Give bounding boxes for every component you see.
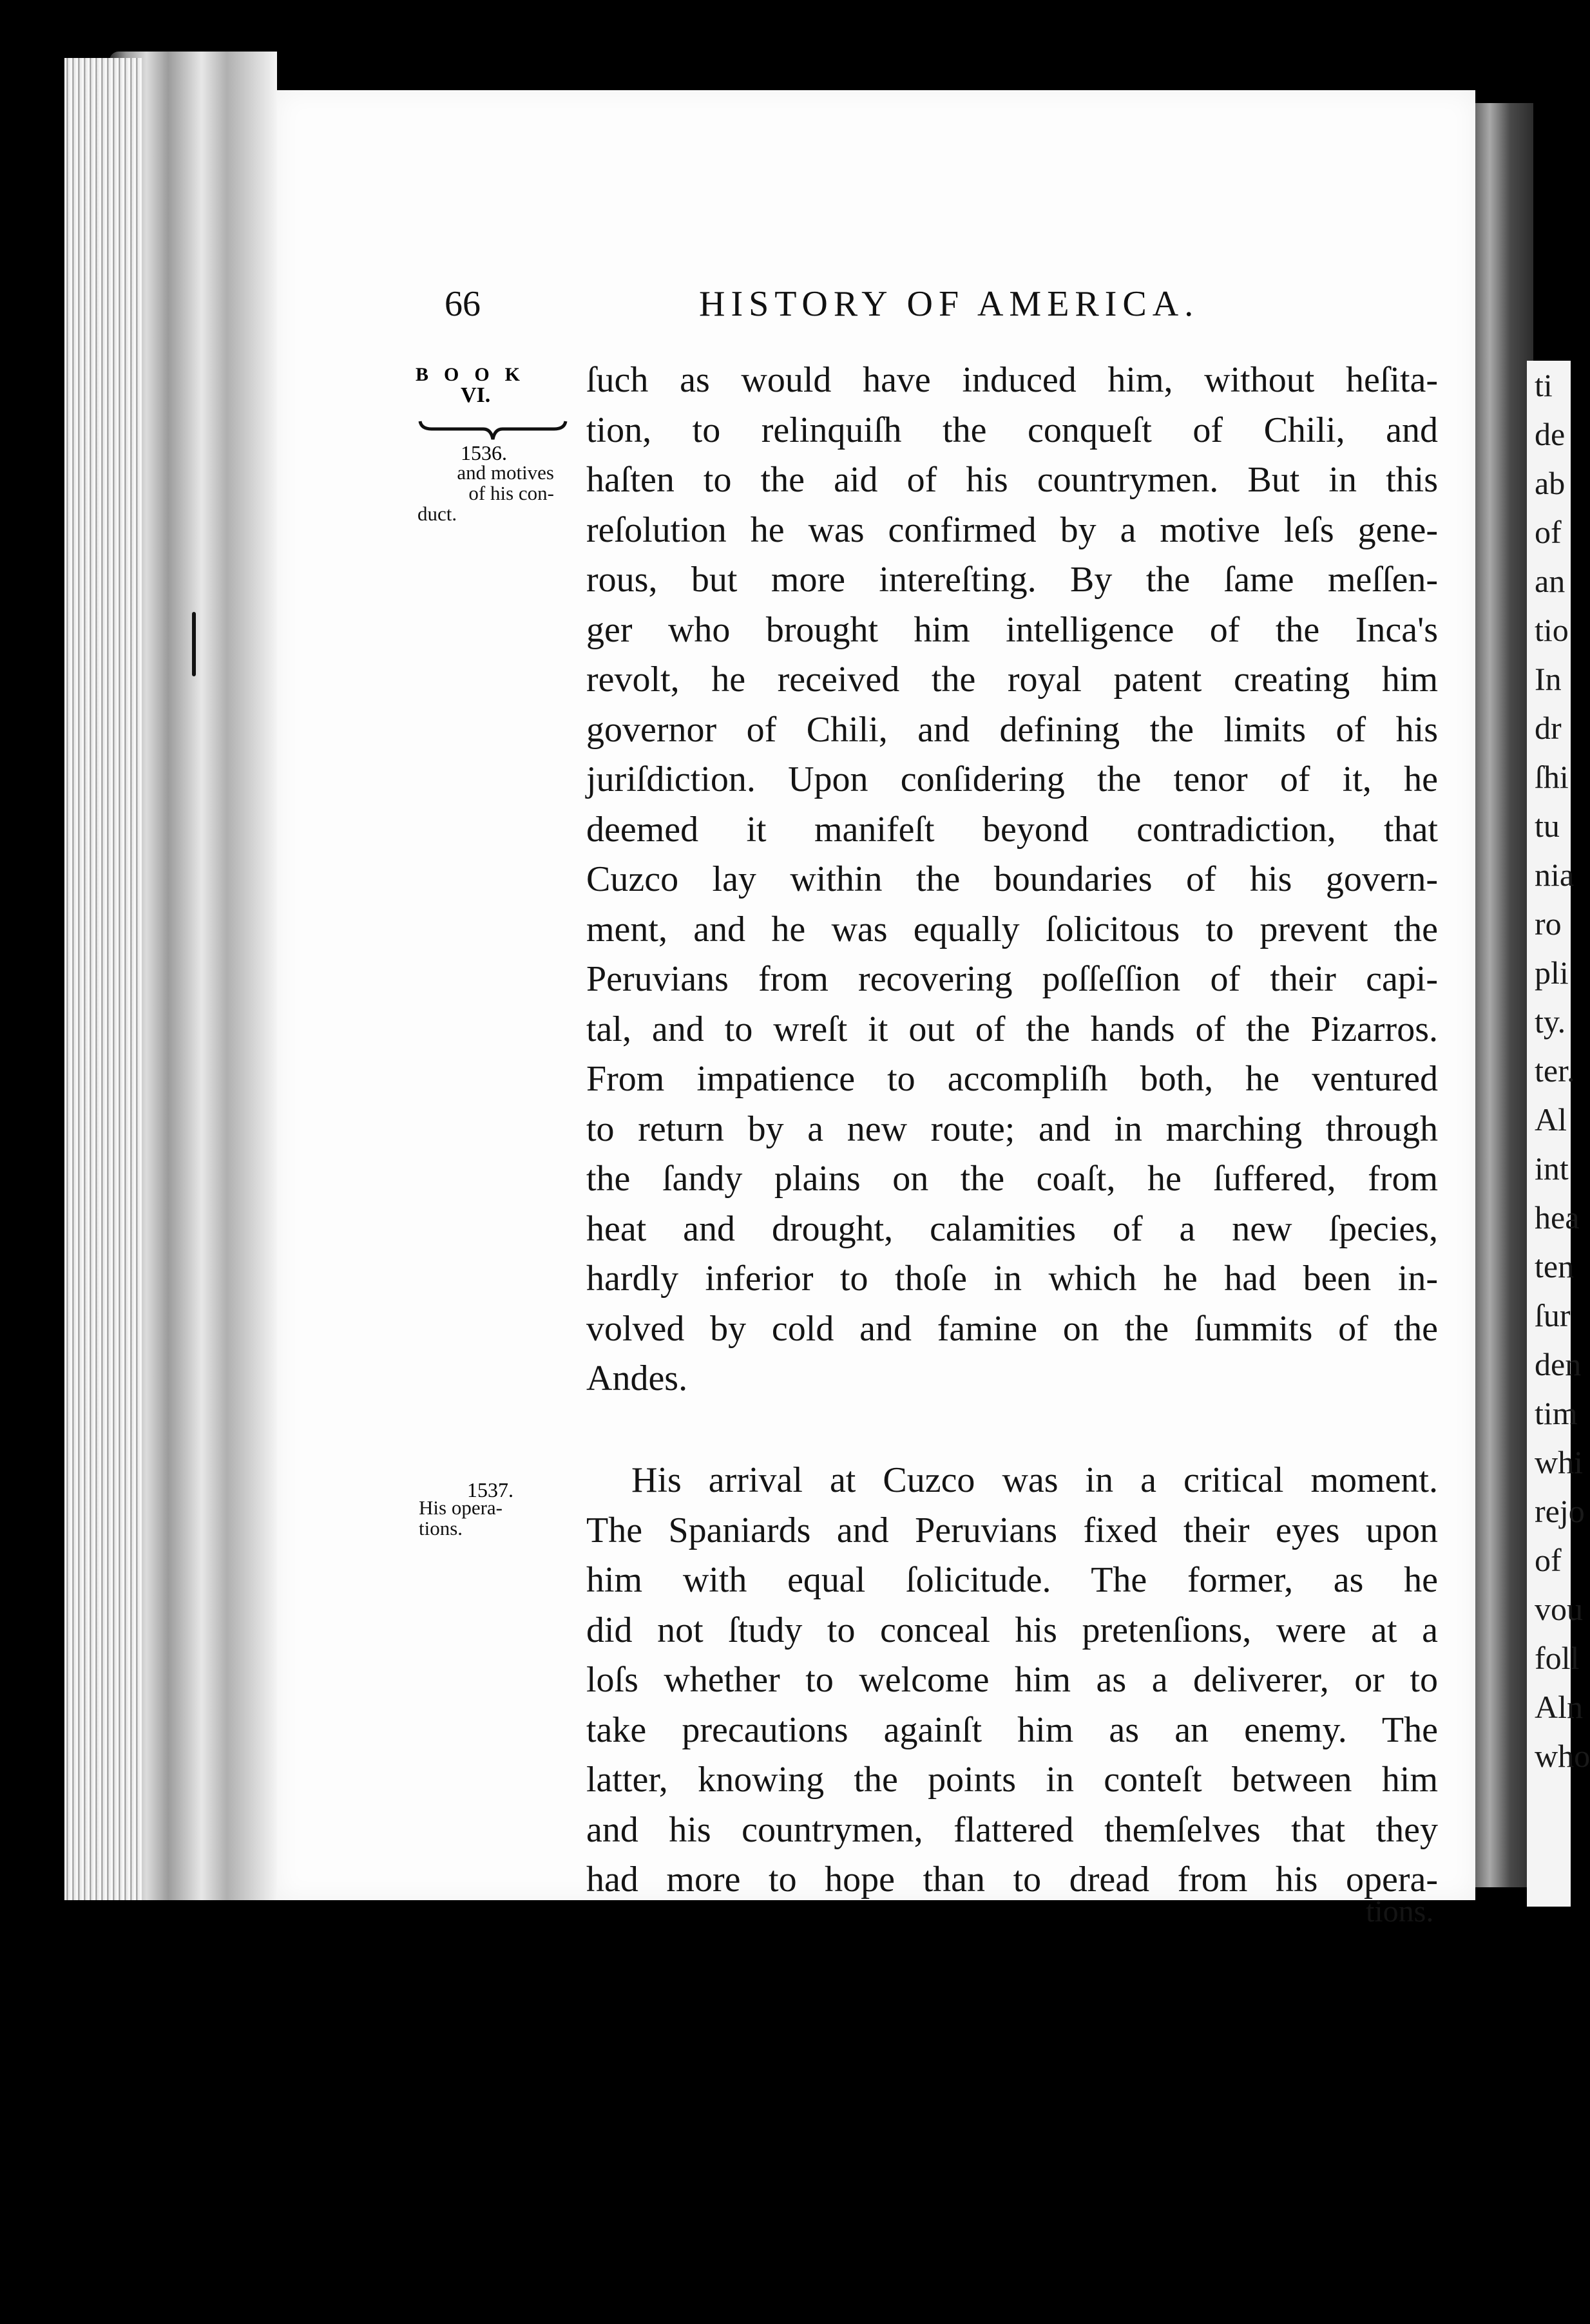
facing-line: nia <box>1535 857 1575 893</box>
paragraph <box>586 356 1438 1404</box>
text-line: juriſdiction. Upon conſidering the tenor of it, he <box>586 759 1438 799</box>
facing-line: vou <box>1535 1591 1583 1627</box>
margin-note <box>412 462 554 524</box>
page-edges <box>64 58 142 1900</box>
facing-line: de <box>1535 416 1566 452</box>
facing-line: ſur <box>1535 1297 1571 1333</box>
facing-line: ti <box>1535 367 1553 403</box>
facing-line: ab <box>1535 465 1566 501</box>
facing-line: ſhi <box>1535 759 1569 795</box>
facing-line: Aln <box>1535 1689 1583 1725</box>
text-line: hardly inferior to thoſe in which he had been in- <box>586 1259 1438 1299</box>
catchword: tions. <box>1366 1894 1434 1929</box>
facing-line: an <box>1535 563 1566 599</box>
facing-line: tim <box>1535 1395 1578 1431</box>
facing-line: of <box>1535 1542 1562 1578</box>
text-line: did not ſtudy to conceal his pretenſions, were at a <box>586 1610 1438 1650</box>
facing-line: rejo <box>1535 1493 1585 1529</box>
text-line: and his countrymen, flattered themſelves that they <box>586 1809 1438 1850</box>
text-line: volved by cold and famine on the ſummits of the <box>586 1308 1438 1349</box>
text-line: rous, but more intereſting. By the ſame meſſen- <box>586 560 1438 600</box>
text-line: ger who brought him intelligence of the Inca's <box>586 609 1438 650</box>
text-line: His arrival at Cuzco was in a critical moment. <box>631 1460 1438 1500</box>
text-line: ſuch as would have induced him, without heſita- <box>586 360 1438 400</box>
text-line: loſs whether to welcome him as a deliverer, or to <box>586 1660 1438 1700</box>
text-line: ment, and he was equally ſolicitous to prevent the <box>586 909 1438 949</box>
bookmark-mark <box>192 612 196 676</box>
text-line: deemed it manifeſt beyond contradiction, that <box>586 809 1438 850</box>
facing-line: who <box>1535 1738 1590 1774</box>
facing-line: Al <box>1535 1101 1567 1138</box>
text-line: tion, to relinquiſh the conqueſt of Chili, and <box>586 410 1438 450</box>
margin-year: 1536. <box>461 441 507 464</box>
text-line: governor of Chili, and defining the limits of his <box>586 709 1438 750</box>
margin-note-line: His opera- <box>419 1496 503 1519</box>
book-label: BOOK <box>416 364 536 385</box>
text-line: reſolution he was confirmed by a motive leſs gene- <box>586 510 1438 550</box>
page-number: 66 <box>445 284 481 324</box>
facing-line: hea <box>1535 1199 1580 1235</box>
margin-note-line: of his con- <box>468 482 554 504</box>
facing-line: whi <box>1535 1444 1583 1480</box>
text-line: revolt, he received the royal patent creating him <box>586 660 1438 700</box>
facing-line: In <box>1535 661 1562 697</box>
text-line: latter, knowing the points in conteſt between him <box>586 1760 1438 1800</box>
text-line: Cuzco lay within the boundaries of his govern- <box>586 859 1438 899</box>
facing-line: ro <box>1535 906 1562 942</box>
facing-line: of <box>1535 514 1562 550</box>
book-volume: VI. <box>461 383 491 407</box>
margin-note <box>419 1498 554 1539</box>
page-fold-shadow <box>1475 103 1533 1887</box>
margin-note-line: duct. <box>417 502 457 525</box>
text-line: him with equal ſolicitude. The former, as he <box>586 1560 1438 1600</box>
facing-line: ty. <box>1535 1004 1566 1040</box>
facing-line: pli <box>1535 955 1569 991</box>
text-line: take precautions againſt him as an enemy. The <box>586 1710 1438 1750</box>
facing-line: tio <box>1535 612 1569 648</box>
margin-note-line: and motives <box>457 461 554 484</box>
facing-line: tu <box>1535 808 1560 844</box>
facing-line: ter. <box>1535 1052 1575 1089</box>
text-line: haſten to the aid of his countrymen. But in this <box>586 460 1438 500</box>
facing-line: dr <box>1535 710 1562 746</box>
text-line: heat and drought, calamities of a new ſpecies, <box>586 1208 1438 1249</box>
facing-page-fragment <box>1527 361 1590 1907</box>
brace-icon <box>419 417 567 443</box>
text-line: From impatience to accompliſh both, he ventured <box>586 1059 1438 1099</box>
text-line: tal, and to wreſt it out of the hands of the Pizarros. <box>586 1009 1438 1049</box>
running-title: HISTORY OF AMERICA. <box>699 284 1200 324</box>
text-line: Peruvians from recovering poſſeſſion of their capi- <box>586 959 1438 999</box>
facing-line: foll <box>1535 1640 1580 1676</box>
text-line: The Spaniards and Peruvians fixed their eyes upon <box>586 1510 1438 1550</box>
facing-line: den <box>1535 1346 1582 1382</box>
facing-line: int <box>1535 1150 1569 1186</box>
text-line: the ſandy plains on the coaſt, he ſuffered, from <box>586 1159 1438 1199</box>
facing-line: ten <box>1535 1248 1575 1284</box>
text-line: Andes. <box>586 1358 688 1398</box>
margin-year: 1537. <box>467 1478 513 1501</box>
text-line: had more to hope than to dread from his opera- <box>586 1860 1438 1900</box>
text-line: to return by a new route; and in marching through <box>586 1109 1438 1149</box>
paragraph <box>586 1456 1438 1905</box>
margin-note-line: tions. <box>419 1517 463 1539</box>
